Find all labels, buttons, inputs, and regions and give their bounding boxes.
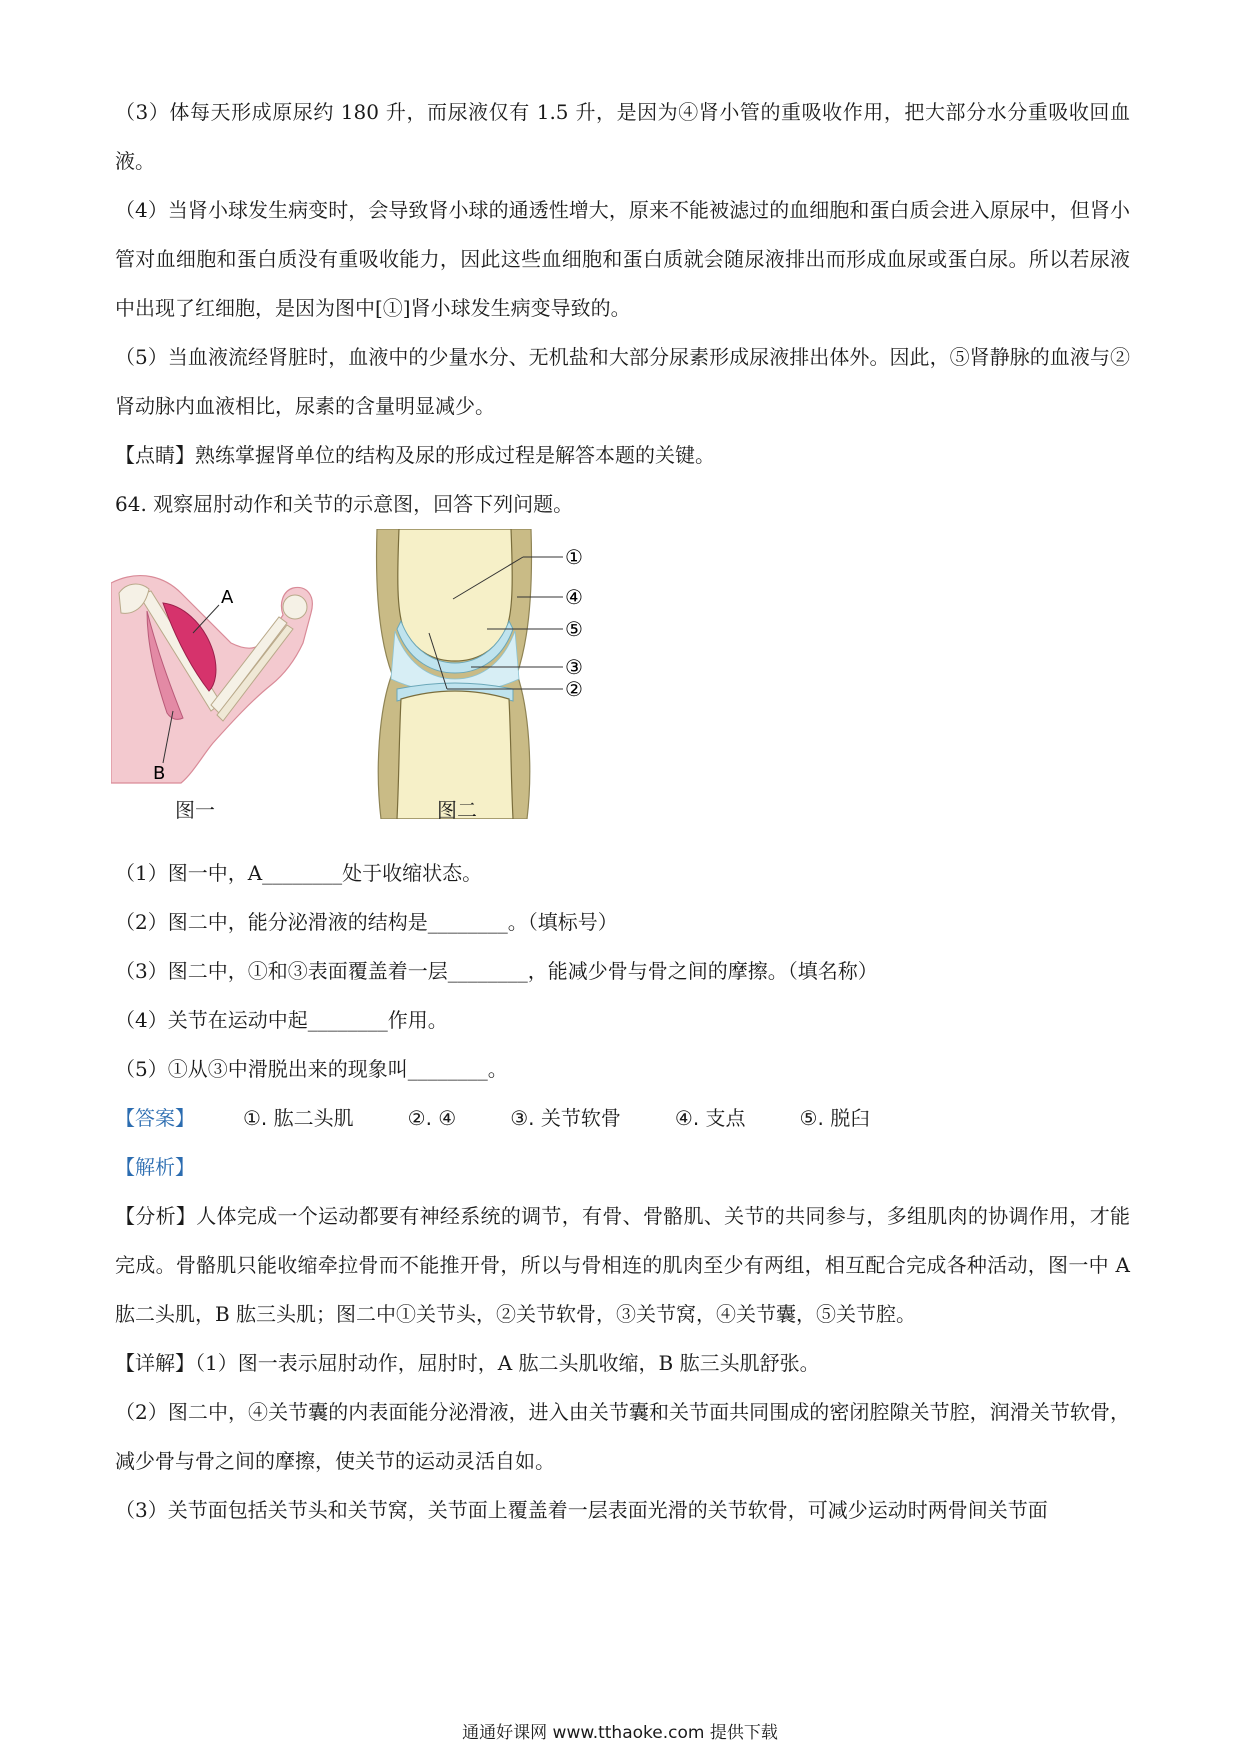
document-page xyxy=(115,88,1130,1535)
answer-row xyxy=(115,1094,1130,1143)
question-item: （2）图二中，能分泌滑液的结构是________。（填标号） xyxy=(115,910,618,934)
joint-figure xyxy=(367,529,592,819)
answer-option: ④. 支点 xyxy=(674,1106,746,1130)
answer-option: ③. 关节软骨 xyxy=(510,1106,621,1130)
answer-option: ①. 肱二头肌 xyxy=(243,1106,354,1130)
answer-option: ⑤. 脱臼 xyxy=(799,1106,871,1130)
answer-option: ②. ④ xyxy=(407,1106,457,1130)
label-4: ④ xyxy=(565,585,583,609)
detail-paragraph: 【详解】（1）图一表示屈肘动作，屈肘时，A 肱二头肌收缩，B 肱三头肌舒张。 xyxy=(115,1351,820,1375)
question-item: （4）关节在运动中起________作用。 xyxy=(115,1008,448,1032)
arm-flex-figure xyxy=(111,533,336,823)
analysis-paragraph: 【分析】人体完成一个运动都要有神经系统的调节，有骨、骨骼肌、关节的共同参与，多组肌肉的协调作用，才能完成。骨骼肌只能收缩牵拉骨而不能推开骨，所以与骨相连的肌肉至少有两组，相互配合完成各种活动，图一中 A 肱二头肌，B 肱三头肌；图二中①关节头，②关节软骨，③关节窝，④关节囊，⑤关节腔。 xyxy=(115,1204,1130,1326)
paragraph: （5）当血液流经肾脏时，血液中的少量水分、无机盐和大部分尿素形成尿液排出体外。因此，⑤肾静脉的血液与②肾动脉内血液相比，尿素的含量明显减少。 xyxy=(115,345,1130,418)
question-item: （5）①从③中滑脱出来的现象叫________。 xyxy=(115,1057,508,1081)
detail-paragraph: （3）关节面包括关节头和关节窝，关节面上覆盖着一层表面光滑的关节软骨，可减少运动时两骨间关节面 xyxy=(115,1498,1048,1522)
label-2: ② xyxy=(565,677,583,701)
figure-caption-2: 图二 xyxy=(437,798,477,822)
label-1: ① xyxy=(565,545,583,569)
paragraph: （4）当肾小球发生病变时，会导致肾小球的通透性增大，原来不能被滤过的血细胞和蛋白质会进入原尿中，但肾小管对血细胞和蛋白质没有重吸收能力，因此这些血细胞和蛋白质就会随尿液排出而形成血尿或蛋白尿。所以若尿液中出现了红细胞，是因为图中[①]肾小球发生病变导致的。 xyxy=(115,198,1130,320)
label-b: B xyxy=(153,763,166,784)
figure-caption-1: 图一 xyxy=(175,798,215,822)
label-3: ③ xyxy=(565,655,583,679)
answer-tag: 【答案】 xyxy=(115,1106,195,1130)
label-a: A xyxy=(221,587,234,608)
footer: 通通好课网 www.tthaoke.com 提供下载 xyxy=(462,1723,778,1743)
label-5: ⑤ xyxy=(565,617,583,641)
analysis-tag: 【解析】 xyxy=(115,1155,195,1179)
figure-row xyxy=(115,529,1130,849)
question-item: （1）图一中，A________处于收缩状态。 xyxy=(115,861,483,885)
paragraph: （3）体每天形成原尿约 180 升，而尿液仅有 1.5 升，是因为④肾小管的重吸收作用，把大部分水分重吸收回血液。 xyxy=(115,100,1130,173)
key-point: 【点睛】熟练掌握肾单位的结构及尿的形成过程是解答本题的关键。 xyxy=(115,443,715,467)
question-item: （3）图二中，①和③表面覆盖着一层________，能减少骨与骨之间的摩擦。（填名称） xyxy=(115,959,878,983)
question-stem: 64. 观察屈肘动作和关节的示意图，回答下列问题。 xyxy=(115,492,574,516)
detail-paragraph: （2）图二中，④关节囊的内表面能分泌滑液，进入由关节囊和关节面共同围成的密闭腔隙关节腔，润滑关节软骨，减少骨与骨之间的摩擦，使关节的运动灵活自如。 xyxy=(115,1400,1130,1473)
